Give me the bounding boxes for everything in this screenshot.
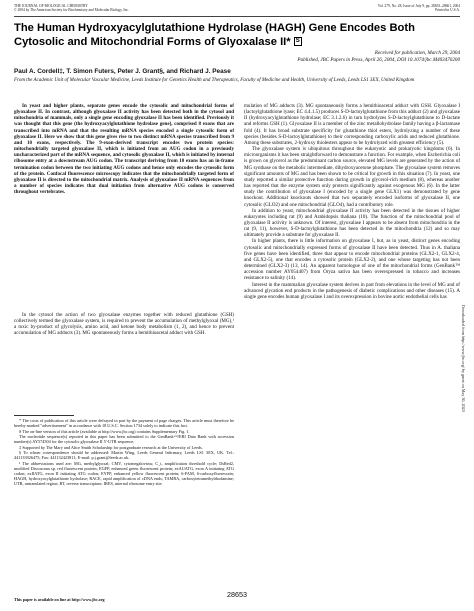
abstract-text: In yeast and higher plants, separate genes encode the cytosolic and mitochondrial forms of glyoxalase II. In contrast, although glyoxalase II activity has been detected both in the cytosol and mitochondria of mammals, only a single gene encoding glyoxalase II has been identified. Previously it was thought that this gene (the hydroxyacylglutathione hydrolase gene), comprised 8 exons that are transcribed into mRNA and that the resulting mRNA species encoded a single cytosolic form of glyoxalase II. Here we show that this gene gives rise to two distinct mRNA species transcribed from 9 and 10 exons, respectively. The 9-exon-derived transcript encodes two protein species: mitochondrially targeted glyoxalase II, which is initiated from an AUG codon in a previously uncharacterized part of the mRNA sequence, and cytosolic glyoxalase II, which is initiated by internal ribosome entry at a downstream AUG codon. The transcript deriving from 10 exons has an in-frame termination codon between the two initiating AUG codons and hence only encodes the cytosolic form of the protein. Confocal fluorescence microscopy indicates that the mitochondrially targeted form of glyoxalase II is directed to the mitochondrial matrix. Analysis of glyoxalase II mRNA sequences from a number of species indicates that dual initiation from alternative AUG codons is conserved throughout vertebrates. (14, 103, 234, 196)
affiliation: From the Academic Unit of Molecular Vascular Medicine, Leeds Institute for Genetics Health and Therapeutics, Faculty of Medicine and Health, University of Leeds, Leeds LS1 3EX, United Kingdom (14, 78, 415, 83)
publication-dates (297, 50, 460, 63)
journal-name: THE JOURNAL OF BIOLOGICAL CHEMISTRY (14, 4, 88, 8)
footnotes (14, 418, 234, 487)
intro-paragraph: In the cytosol the action of two glyoxalase enzymes together with reduced glutathione (GSH) collectively termed the glyoxalase system, is required to prevent the accumulation of methylglyoxal (MG),¹ a toxic by-product of glycolysis, amino acid, and ketone body metabolism (1, 2), and hence to prevent accumulation of MG adducts (3). MG spontaneously forms a hemithioacetal adduct with GSH. (14, 312, 234, 337)
footer-availability: This paper is available on line at http://www.jbc.org (14, 597, 105, 602)
right-column (244, 103, 460, 300)
article-title-text: The Human Hydroxyacylglutathione Hydrolase (HAGH) Gene Encodes Both Cytosolic and Mitochondrial Forms of Glyoxalase II* (14, 22, 415, 48)
page-number: 28653 (227, 590, 247, 599)
abstract (14, 103, 234, 195)
header-rule (14, 16, 460, 17)
printed-in: Printed in U.S.A. (435, 8, 460, 13)
supplementary-data-icon: S (295, 37, 300, 44)
footnote-support: ‡ Supported by The Mary and Alice Smith Scholarship for postgraduate research at the University of Leeds. (19, 444, 203, 450)
published-date: Published, JBC Papers in Press, April 26, 2004, DOI 10.1074/jbc.M403470200 (297, 56, 460, 63)
right-paragraph: In higher plants, there is little information on glyoxalase I, but, as in yeast, distinct genes encoding cytosolic and mitochondrially expressed forms of glyoxalase II have been detected. Thus in A. thaliana five genes have been identified, three that appear to encode mitochondrial proteins (GLX2-1, GLX2-4, and GLX2-5), one that encodes a cytosolic protein (GLX2-2), and one whose targeting has not been determined (GLX2-3) (13, 14). An apparent homologue of one of the mitochondrial forms (GenBank™ accession number AY054407) from Oryza sativa has been overexpressed in tobacco and increases resistance to salinity (14). (244, 238, 460, 282)
footnote-cost: * The costs of publication of this article were defrayed in part by the payment of page charges. This article must therefore be hereby marked "advertisement" in accordance with 18 U.S.C. Section 1734 solely to indicate this fact. (14, 418, 234, 429)
author-list: Paul A. Cordell‡, T. Simon Futers, Peter J. Grant§, and Richard J. Pease (14, 68, 231, 75)
right-paragraph: In addition to yeast, mitochondrial glyoxalase II activity has been detected in the tissues of higher eukaryotes including rat (9) and Arabidopsis thaliana (10). The function of the mitochondrial pool of glyoxalase II activity is unknown. Of interest, glyoxalase I appears to be absent from mitochondria in the rat (9, 11), however, S-D-lactoylglutathione has been detected in the mitochondria (12) and so may ultimately provide a substrate for glyoxalase II. (244, 207, 460, 239)
footnote-correspondence: § To whom correspondence should be addressed: Martin Wing, Leeds General Infirmary, Leeds LS1 3EX, UK. Tel.: 441133926475; Fax: 441132423811; E-mail: p.j.grant@leeds.ac.uk. (14, 450, 234, 461)
footnote-online: S The on-line version of this article (available at http://www.jbc.org) contains Supplementary Fig. 1. (19, 428, 190, 434)
copyright-line: © 2004 by The American Society for Biochemistry and Molecular Biology, Inc. (14, 8, 129, 13)
footnote-rule (14, 415, 74, 416)
received-date: Received for publication, March 29, 2004 (374, 50, 460, 56)
download-watermark-text: Downloaded from http://www.jbc.org/ by guest on May 30, 2020 (461, 305, 466, 412)
journal-header-left (14, 4, 129, 13)
right-paragraph: mulation of MG adducts (3). MG spontaneously forms a hemithioacetal adduct with GSH. Glyoxalase I (lactoylglutathione lyase; EC 4.4.1.5) produces S-D-lactoylglutathione from this adduct (2) and glyoxalase II (hydroxyacylglutathione hydrolase; EC 3.1.2.6) in turn hydrolyzes S-D-lactoylglutathione to D-lactate and reforms GSH (1). Glyoxalase II is a member of the zinc metallohydrolase family having a β-lactamase fold (4). It has broad substrate specificity for glutathione thiol esters, hydrolyzing a number of these species (besides S-D-lactoylglutathione) to their corresponding carboxylic acids and reduced glutathione. Among these substrates, 2-hydroxy thiolesters appear to be hydrolyzed with greatest efficiency (5). (244, 103, 460, 146)
journal-header-right (378, 4, 460, 13)
intro-left-column (14, 312, 234, 337)
footnote-genbank: The nucleotide sequence(s) reported in this paper has been submitted to the GenBank™/EBI Data Bank with accession number(s) AY574504 for the cytosolic glyoxalase II 5′-UTR sequence. (14, 434, 234, 445)
right-paragraph: Interest in the mammalian glyoxalase system derives in part from elevations in the level of MG and of advanced glycation end products in the pathogenesis of diabetic complications and other diseases (15). A single gene encodes human glyoxalase I and its overexpression in bovine aortic endothelial cells has (244, 281, 460, 300)
article-title (14, 22, 460, 49)
right-paragraph: The glyoxalase system is ubiquitous throughout the eukaryotic and prokaryotic kingdoms (6). In microorganisms it has been straightforward to demonstrate a function. For example, when Escherichia coli is grown on glycerol as the predominant carbon source, elevated MG levels are generated by the action of MG synthase on the metabolic intermediate, dihydroxyacetone phosphate. The glyoxalase system removes significant amounts of MG and has been shown to be critical for growth in this situation (7). In yeast, one study reported a similar protective function during growth in glycerol-rich medium (8), whereas another has reported that the enzyme system only protects significantly against exogenous MG (6). In the latter study the contribution of glyoxalase I (encoded by a single gene GLX1) was demonstrated by gene knockout. Additional knockouts showed that two separately encoded isoforms of glyoxalase II, one cytosolic (GLO2) and one mitochondrial (GLO4), had a contributory role. (244, 146, 460, 208)
footnote-abbreviations: ¹ The abbreviations used are: MG, methylglyoxal; CMV, cytomegalovirus; C_t, amplification threshold cycle; DsRed2, modified Discosoma sp. red fluorescent protein; EGFP, enhanced green fluorescent protein; exAUATG, exon A initiating ATG codon; exIIATG, exon II initiating ATG codon; EYFP, enhanced yellow fluorescent protein; 6-FAM, 6-carboxyfluorescein; HAGH, hydroxyacylglutathione hydrolase; RACE, rapid amplification of cDNA ends; TAMRA, carboxytetramethylrhodamine; UTR, untranslated region; RT, reverse transcriptase; IRES, internal ribosome entry site. (14, 460, 234, 487)
volume-issue: Vol. 279, No. 28, Issue of July 9, pp. 28653–28661, 2004 (377, 4, 460, 8)
